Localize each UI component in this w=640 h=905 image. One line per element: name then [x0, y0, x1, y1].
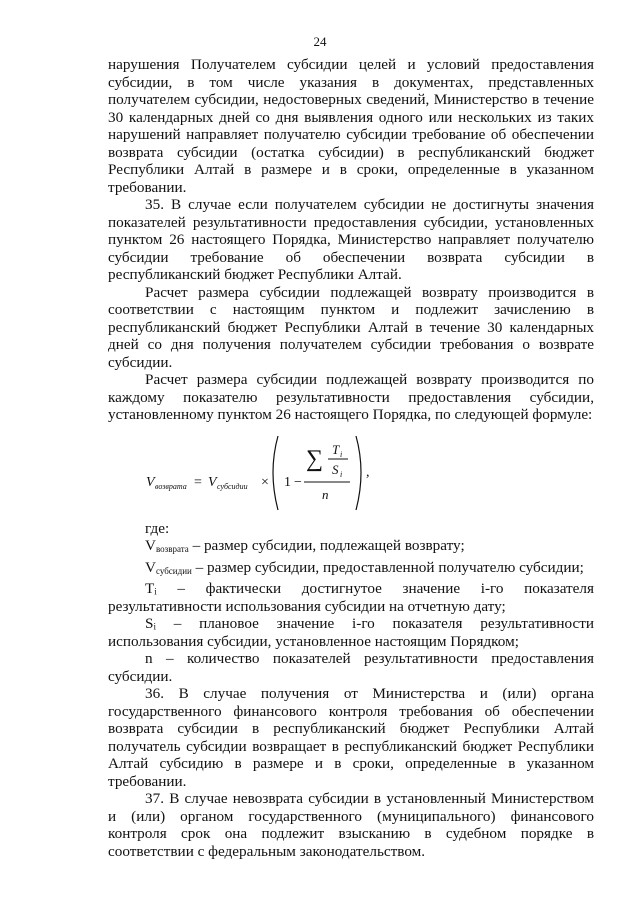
definition-n: n – количество показателей результативности предоставления субсидии. [108, 650, 594, 685]
paragraph-35: 35. В случае если получателем субсидии не достигнуты значения показателей результативности предоставления субсидии, установленных пунктом 26 настоящего Порядка, Министерство направляет получателю субсидии требование об обеспечении возврата субсидии в республиканский бюджет Республики Алтай. [108, 196, 594, 283]
definition-s: Sᵢ – плановое значение i-го показателя результативности использования субсидии, установленное настоящим Порядком; [108, 615, 594, 650]
definition-v-vozvrata-text: – размер субсидии, подлежащей возврату; [188, 537, 465, 554]
formula-comma: , [366, 464, 370, 480]
formula-right-paren [356, 436, 361, 510]
definition-v-vozvrata-symbol: V [145, 537, 156, 554]
paragraph-calculation-1: Расчет размера субсидии подлежащей возврату производится в соответствии с настоящим пунктом и подлежит зачислению в республиканский бюджет Республики Алтай в течение 30 календарных дней со дня получения получателем субсидии требования о возврате субсидии. [108, 283, 594, 371]
paragraph-36: 36. В случае получения от Министерства и (или) органа государственного финансового контроля требования об обеспечении возврата субсидии в республиканский бюджет Республики Алтай получатель субсидии возвращает в республиканский бюджет Республики Алтай субсидию в размере и в сроки, определенные в указанном требовании. [108, 685, 594, 790]
page-number: 24 [313, 34, 327, 49]
formula-sigma: ∑ [306, 445, 324, 472]
paragraph-calculation-2: Расчет размера субсидии подлежащей возврату производится по каждому показателю результативности предоставления субсидии, установленному пунктом 26 настоящего Порядка, по следующей формуле: [108, 371, 594, 423]
formula-times: × [261, 474, 269, 490]
formula-t-sub: i [340, 449, 343, 459]
definition-t: Tᵢ – фактически достигнутое значение i-го показателя результативности использования субсидии на отчетную дату; [108, 580, 594, 615]
where-label: где: [145, 519, 170, 537]
formula-s-sub: i [340, 469, 343, 479]
paragraph-continuation: нарушения Получателем субсидии целей и условий предоставления субсидии, в том числе указания в документах, представленных получателем субсидии, недостоверных сведений, Министерство в течение 30 календарных дней со дня выявления одного или нескольких из таких нарушений направляет получателю субсидии требование об обеспечении возврата субсидии (остатка субсидии) в республиканский бюджет Республики Алтай в размере и в сроки, определенные в указанном требовании. [108, 56, 594, 196]
definition-v-subsidii-subscript: субсидии [155, 565, 192, 576]
definition-v-subsidii-text: – размер субсидии, предоставленной получателю субсидии; [191, 558, 584, 576]
formula-rhs-sub: субсидии [217, 481, 248, 491]
formula-one: 1 [284, 474, 291, 490]
formula-s: S [332, 461, 339, 477]
definition-v-subsidii [108, 559, 594, 581]
formula-minus: − [294, 474, 302, 490]
definition-v-subsidii-symbol: V [145, 558, 156, 576]
formula-rhs-v: V [208, 474, 217, 490]
paragraph-37: 37. В случае невозврата субсидии в установленный Министерством и (или) органом государственного (муниципального) финансового контроля срок она подлежит взысканию в судебном порядке в соответствии с федеральным законодательством. [108, 790, 594, 860]
refund-formula [108, 424, 594, 520]
definition-v-vozvrata [108, 537, 594, 559]
formula-lhs-v: V [146, 474, 155, 490]
formula-equals: = [194, 474, 202, 490]
definition-v-vozvrata-subscript: возврата [155, 544, 189, 554]
formula-left-paren [273, 436, 278, 510]
formula-t: T [332, 441, 340, 457]
formula-n: n [322, 486, 329, 502]
document-body [108, 56, 594, 860]
formula-lhs-sub: возврата [155, 481, 187, 491]
